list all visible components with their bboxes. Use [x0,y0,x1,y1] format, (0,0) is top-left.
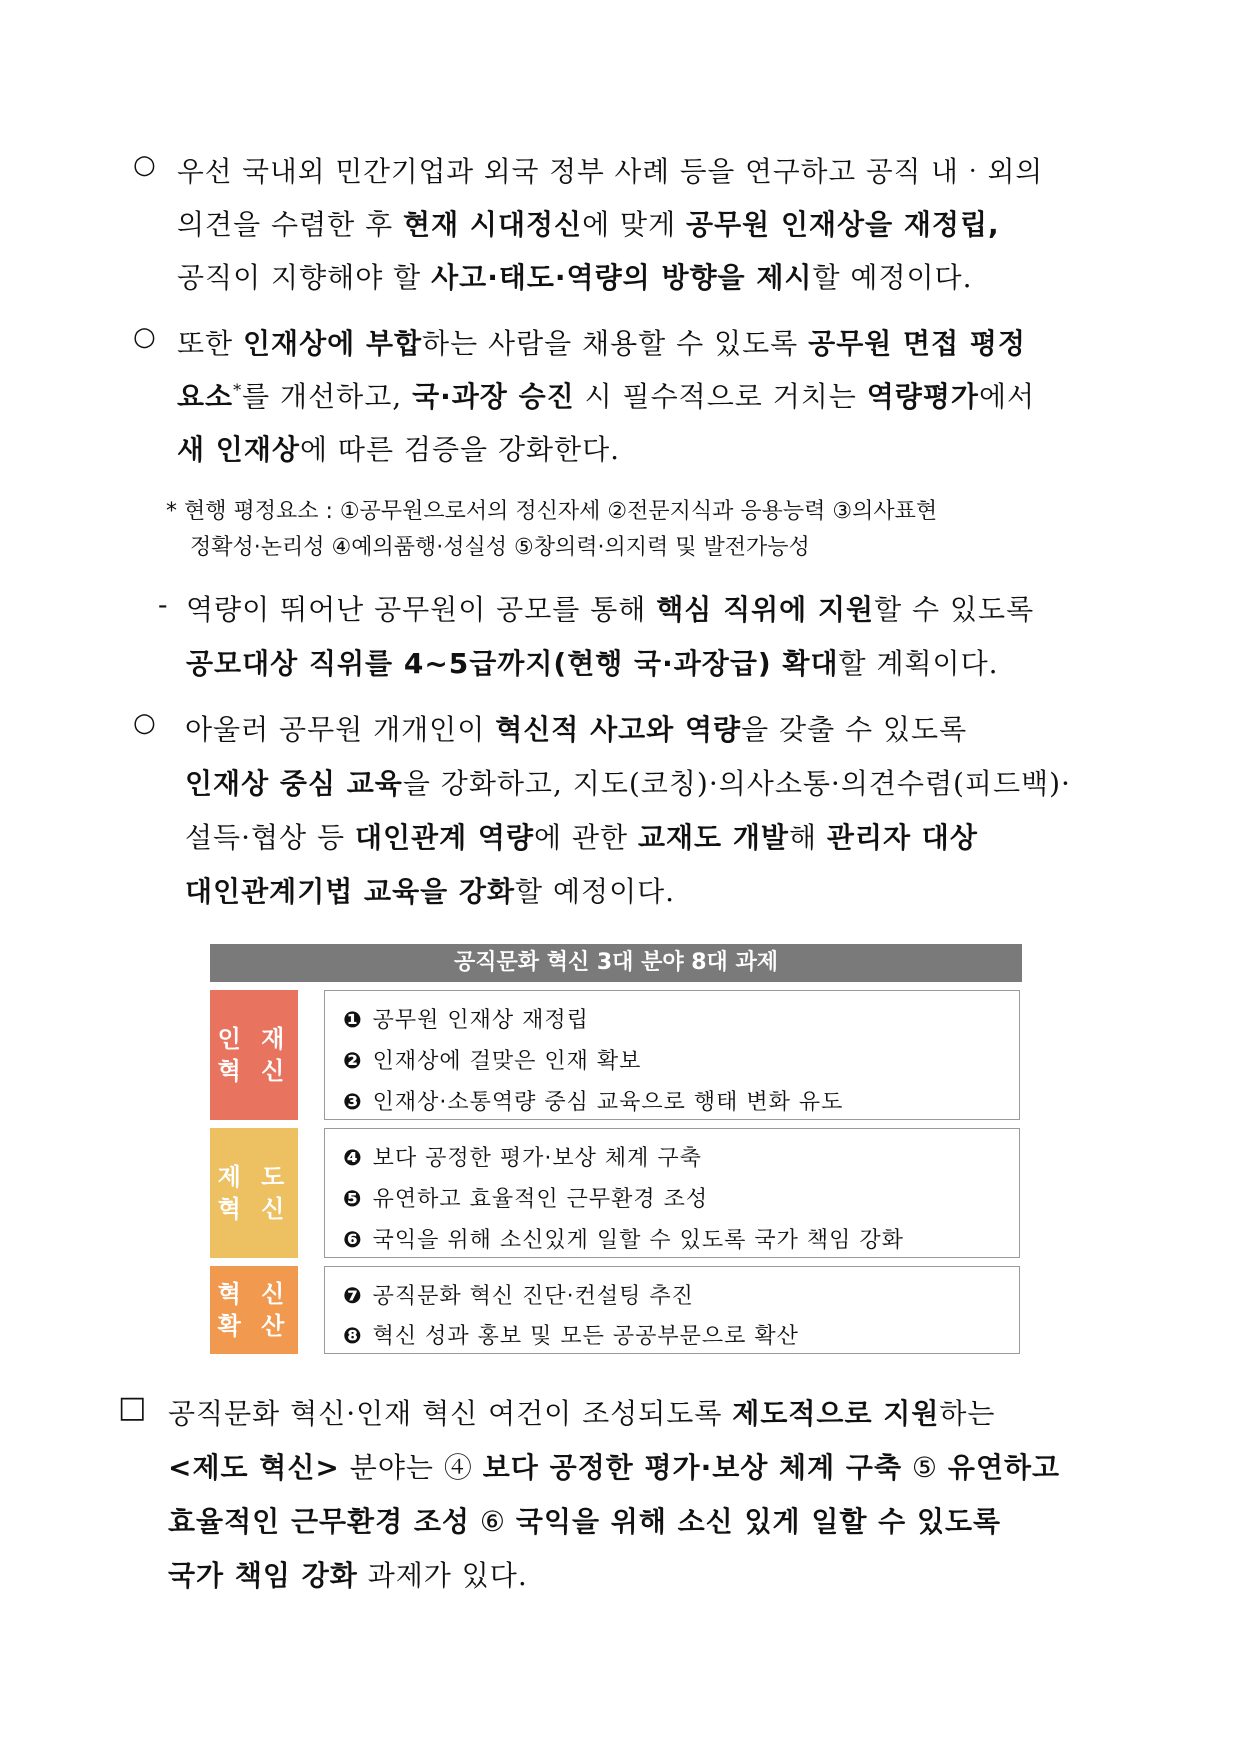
emphasis-text: 현재 시대정신 [403,208,583,241]
text-span: 할 수 있도록 [874,593,1035,626]
group-label-text [218,1023,291,1087]
emphasis-text: 국·과장 승진 [412,380,575,413]
emphasis-text: 혁신적 사고와 역량 [495,713,742,746]
group-innovation-spread [210,1266,1022,1354]
task-item [343,1003,589,1034]
task-number: ❶ [343,1008,363,1033]
text-span: 할 계획이다. [838,647,999,680]
task-number: ❺ [343,1187,363,1212]
text-span: 우선 국내외 민간기업과 외국 정부 사례 등을 연구하고 공직 내‧외의 [177,155,1044,188]
text-span: 하는 사람을 채용할 수 있도록 [422,327,809,360]
paragraph-4-line-4 [168,1554,528,1594]
text-span: 할 예정이다. [812,261,973,294]
paragraph-4-line-3 [168,1500,1001,1540]
emphasis-text: 대인관계기법 교육을 강화 [185,875,516,908]
circle-bullet: ○ [133,708,156,738]
group-label-line-2: 혁 신 [217,1057,291,1085]
group-label-text [218,1161,291,1225]
text-span: 에서 [978,380,1036,413]
task-text: 인재상·소통역량 중심 교육으로 행태 변화 유도 [372,1090,844,1115]
emphasis-text: 핵심 직위에 지원 [656,593,875,626]
text-span: 과제가 있다. [357,1559,528,1592]
text-span: 를 개선하고, [242,380,413,413]
text-span: 시 필수적으로 거치는 [574,380,867,413]
task-item [343,1319,799,1350]
group-talent-innovation [210,990,1022,1120]
group-label-line-2: 혁 신 [217,1195,291,1223]
group-label [210,1266,298,1354]
task-item [343,1182,708,1213]
emphasis-text: 제도적으로 지원 [732,1397,940,1430]
paragraph-2-line-2 [177,375,1035,415]
task-item [343,1044,641,1075]
paragraph-3-line-4 [185,870,675,910]
group-label-line-1: 인 재 [217,1025,291,1053]
footnote-line-1: * 현행 평정요소 : ①공무원으로서의 정신자세 ②전문지식과 응용능력 ③의사표현 [166,499,938,524]
text-span: 또한 [177,327,243,360]
group-label-line-1: 혁 신 [217,1280,291,1308]
task-text: 국익을 위해 소신있게 일할 수 있도록 국가 책임 강화 [372,1228,904,1253]
emphasis-text: 공모대상 직위를 4~5급까지(현행 국·과장급) 확대 [186,647,839,680]
square-bullet: □ [118,1390,147,1425]
text-span: ⑥ [469,1505,516,1538]
text-span: 공직문화 혁신·인재 혁신 여건이 조성되도록 [168,1397,733,1430]
group-label-text [218,1278,291,1342]
text-span: 을 강화하고, 지도(코칭)·의사소통·의견수렴(피드백)· [402,767,1071,800]
paragraph-4-line-1 [168,1392,995,1432]
task-item [343,1085,843,1116]
text-span: 역량이 뛰어난 공무원이 공모를 통해 [186,593,657,626]
footnote-line-2: 정확성·논리성 ④예의품행·성실성 ⑤창의력·의지력 및 발전가능성 [190,535,810,560]
task-number: ❹ [343,1146,363,1171]
text-span: 공직이 지향해야 할 [177,261,432,294]
task-text: 공무원 인재상 재정립 [372,1008,589,1033]
task-text: 유연하고 효율적인 근무환경 조성 [372,1187,709,1212]
emphasis-text: 국가 책임 강화 [168,1559,358,1592]
paragraph-1-line-1 [177,150,1112,190]
emphasis-text: <제도 혁신> [168,1451,340,1484]
text-span: 할 예정이다. [515,875,676,908]
group-task-box [324,1128,1020,1258]
task-text: 보다 공정한 평가·보상 체계 구축 [372,1146,702,1171]
text-span: 설득·협상 등 [185,821,355,854]
text-span: 아울러 공무원 개개인이 [185,713,496,746]
paragraph-1-line-3 [177,256,973,296]
emphasis-text: 요소 [177,380,234,413]
paragraph-1-line-2 [177,203,1000,243]
circle-bullet: ○ [133,322,156,352]
group-label-line-1: 제 도 [217,1163,291,1191]
task-item [343,1141,702,1172]
task-item [343,1279,694,1310]
task-number: ❷ [343,1049,363,1074]
emphasis-text: 공무원 인재상을 재정립, [686,208,1000,241]
group-label-line-2: 확 산 [217,1312,291,1340]
emphasis-text: 대인관계 역량 [354,821,534,854]
paragraph-3-line-1 [185,708,967,748]
text-span: 분야는 ④ [339,1451,483,1484]
emphasis-text: 인재상 중심 교육 [185,767,403,800]
paragraph-4-line-2 [168,1446,1060,1486]
text-span: 에 맞게 [582,208,687,241]
task-text: 혁신 성과 홍보 및 모든 공공부문으로 확산 [372,1324,799,1349]
task-number: ❻ [343,1228,363,1253]
dash-bullet: - [158,588,169,621]
text-span: 의견을 수렴한 후 [177,208,404,241]
paragraph-2-line-3 [177,428,620,468]
task-number: ❼ [343,1284,363,1309]
group-label [210,1128,298,1258]
emphasis-text: 국익을 위해 소신 있게 일할 수 있도록 [515,1505,1002,1538]
group-task-box [324,1266,1020,1354]
emphasis-text: 인재상에 부합 [243,327,423,360]
task-item [343,1223,904,1254]
text-span: 을 갖출 수 있도록 [741,713,968,746]
text-span: ⑤ [902,1451,948,1484]
task-text: 공직문화 혁신 진단·컨설팅 추진 [372,1284,694,1309]
emphasis-text: 새 인재상 [177,433,300,466]
paragraph-2-line-1 [177,322,1026,362]
emphasis-text: 효율적인 근무환경 조성 [168,1505,470,1538]
emphasis-text: 유연하고 [947,1451,1061,1484]
group-label [210,990,298,1120]
footnote-marker: * [233,380,243,400]
text-span: 에 관한 [534,821,638,854]
task-number: ❸ [343,1090,363,1115]
emphasis-text: 공무원 면접 평정 [808,327,1026,360]
emphasis-text: 사고·태도·역량의 방향을 제시 [431,261,813,294]
emphasis-text: 관리자 대상 [826,821,978,854]
text-span: 해 [788,821,827,854]
sub-item-line-2 [186,642,999,682]
sub-item-line-1 [186,588,1034,628]
emphasis-text: 교재도 개발 [637,821,789,854]
task-text: 인재상에 걸맞은 인재 확보 [372,1049,642,1074]
text-span: 에 따른 검증을 강화한다. [299,433,621,466]
paragraph-3-line-3 [185,816,978,856]
group-system-innovation [210,1128,1022,1258]
table-title: 공직문화 혁신 3대 분야 8대 과제 [210,944,1022,982]
emphasis-text: 보다 공정한 평가·보상 체계 구축 [482,1451,902,1484]
circle-bullet: ○ [133,150,156,180]
text-span: 하는 [939,1397,996,1430]
group-task-box [324,990,1020,1120]
task-number: ❽ [343,1324,363,1349]
paragraph-3-line-2 [185,762,1071,802]
emphasis-text: 역량평가 [866,380,979,413]
